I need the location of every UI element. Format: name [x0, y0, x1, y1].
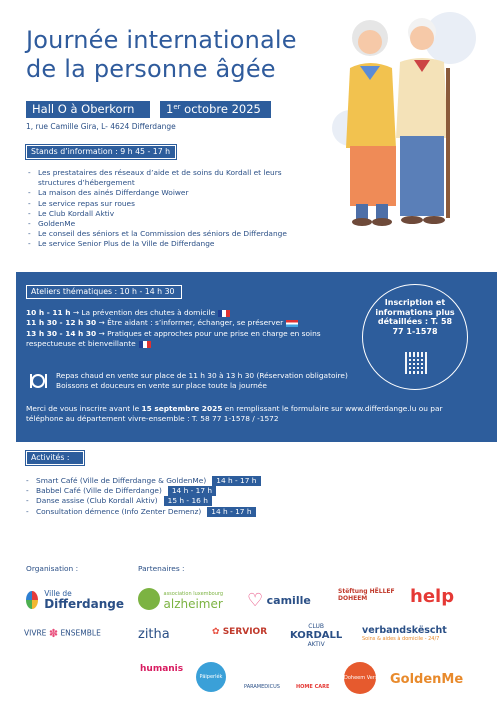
food-line-1: Repas chaud en vente sur place de 11 h 30 à 13 h 30 (Réservation obligatoire)	[56, 371, 348, 380]
kordall-aktiv: AKTIV	[307, 641, 325, 648]
verbandskescht-logo	[362, 626, 447, 644]
atelier-time: 11 h 30 - 12 h 30	[26, 318, 97, 328]
atelier-text: → Pratiques et approches pour une prise en charge en soins respectueuse et bienveillante	[26, 328, 321, 349]
home-care-logo: HOME CARE	[296, 684, 330, 690]
ateliers-heading: Ateliers thématiques : 10 h - 14 h 30	[26, 285, 182, 299]
ala-small: association luxembourg	[163, 590, 224, 597]
list-item: - Le conseil des séniors et la Commission des séniors de Differdange	[28, 229, 298, 239]
activity-time: 14 h - 17 h	[168, 486, 216, 496]
notice-after: en remplissant le formulaire sur www.differdange.lu ou par téléphone au département vivre-ensemble : T. 58 77 1-1578 / -1572	[26, 404, 443, 424]
humanis-logo: humanis	[140, 664, 184, 674]
paiperlek-logo: Päiperlék	[196, 662, 226, 692]
ensemble-text: ENSEMBLE	[60, 628, 101, 638]
french-flag-icon	[218, 310, 230, 317]
date-sup: er	[173, 103, 181, 111]
date-banner	[160, 101, 271, 118]
luxembourg-flag-icon	[286, 320, 298, 327]
club-kordall-aktiv-logo	[290, 622, 342, 649]
activites-heading: Activités :	[26, 451, 84, 465]
list-item: - Le service Senior Plus de la Ville de Differdange	[28, 239, 298, 249]
food-line-2: Boissons et douceurs en vente sur place toute la journée	[56, 381, 267, 391]
list-item	[26, 496, 326, 506]
goldenme-logo: GoldenMe	[390, 672, 464, 687]
registration-notice	[26, 404, 476, 425]
atelier-time: 13 h 30 - 14 h 30	[26, 328, 97, 338]
title-line-1: Journée internationale	[26, 26, 297, 54]
activity-text: Smart Café (Ville de Differdange & GoldenMe)	[36, 476, 207, 485]
list-item: - Les prestataires des réseaux d’aide et de soins du Kordall et leurs structures d’hébergement	[28, 168, 298, 188]
kordall-club: CLUB	[308, 623, 325, 630]
activites-list	[26, 476, 326, 517]
list-item	[26, 486, 326, 496]
list-item	[26, 476, 326, 486]
activity-time: 15 h - 16 h	[164, 496, 212, 506]
paramedicus-logo: PARAMEDICUS	[244, 684, 280, 690]
list-item: - Le Club Kordall Aktiv	[28, 209, 298, 219]
activity-text: Babbel Café (Ville de Differdange)	[36, 486, 162, 496]
heart-icon: ♡	[247, 590, 264, 611]
activity-text: Danse assise (Club Kordall Aktiv)	[36, 496, 158, 506]
doheem-versuergt-logo: Doheem Versuergt	[344, 662, 376, 694]
atelier-row	[26, 318, 346, 328]
verbands-sub: Soins & aides à domicile - 24/7	[362, 636, 440, 642]
title-line-2: de la personne âgée	[26, 55, 276, 83]
stiftung-text: Stëftung HËLLEF DOHEEM	[338, 588, 395, 602]
stands-heading: Stands d’information : 9 h 45 - 17 h	[26, 145, 176, 159]
event-address: 1, rue Camille Gira, L- 4624 Differdange	[26, 122, 176, 131]
list-item: - La maison des ainés Differdange Woiwer	[28, 188, 298, 198]
vivre-text: VIVRE	[24, 628, 47, 638]
qr-code-icon[interactable]	[405, 352, 427, 374]
list-item: - Le service repas sur roues	[28, 199, 298, 209]
notice-before: Merci de vous inscrire avant le	[26, 404, 142, 413]
camille-logo	[247, 590, 311, 611]
french-flag-icon	[139, 341, 151, 348]
flower-icon: ✽	[48, 627, 59, 640]
list-item: - GoldenMe	[28, 219, 298, 229]
ala-alzheimer-logo	[138, 588, 223, 610]
kordall-text: KORDALL	[290, 630, 343, 641]
activity-text: Consultation démence (Info Zenter Demenz)	[36, 506, 202, 516]
vivre-ensemble-logo	[24, 627, 101, 640]
stiftung-hellef-doheem-logo	[338, 588, 398, 602]
verbands-text: verbandskëscht	[362, 625, 447, 636]
stands-list	[28, 168, 298, 250]
info-circle-text: Inscription et informations plus détaillées : T. 58 77 1-1578	[375, 298, 455, 336]
location-banner: Hall O à Oberkorn	[26, 101, 150, 118]
partenaires-label: Partenaires :	[138, 564, 185, 573]
ville-differdange-logo	[26, 588, 124, 611]
atelier-text: → Être aidant : s’informer, échanger, se préserver	[98, 318, 284, 328]
atelier-text: → La prévention des chutes à domicile	[72, 308, 216, 317]
notice-date: 15 septembre 2025	[141, 404, 223, 413]
date-rest: octobre 2025	[180, 102, 261, 116]
ville-small: Ville de	[44, 589, 72, 598]
camille-text: camille	[266, 594, 311, 607]
food-info	[56, 371, 376, 392]
activity-time: 14 h - 17 h	[207, 507, 255, 517]
fork-knife-icon	[28, 373, 48, 389]
ala-big: alzheimer	[163, 596, 223, 611]
zitha-logo: zitha	[138, 627, 170, 642]
ateliers-list	[26, 308, 346, 350]
map-pin-icon	[26, 591, 38, 609]
servior-flower-icon: ✿	[212, 627, 220, 637]
servior-text: SERVIOR	[222, 627, 268, 637]
list-item	[26, 507, 326, 517]
page-title	[26, 26, 297, 84]
date-day: 1	[166, 102, 174, 116]
elderly-couple-illustration	[330, 8, 480, 230]
servior-logo	[212, 627, 267, 637]
organisation-label: Organisation :	[26, 564, 79, 573]
activity-time: 14 h - 17 h	[212, 476, 260, 486]
atelier-row	[26, 308, 346, 318]
atelier-row	[26, 329, 346, 350]
atelier-time: 10 h - 11 h	[26, 308, 71, 317]
help-logo: help	[410, 586, 455, 607]
ville-big: Differdange	[44, 597, 124, 611]
